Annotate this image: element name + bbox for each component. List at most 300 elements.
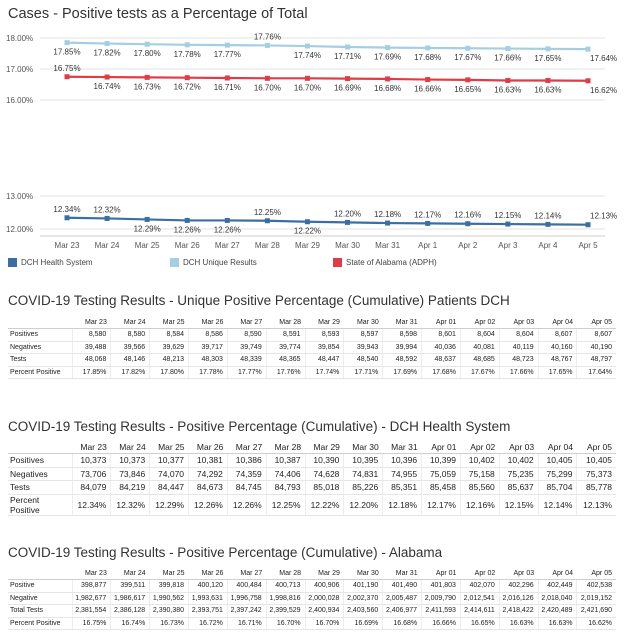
data-label: 16.66% (414, 84, 442, 94)
table-cell: 73,706 (72, 467, 111, 481)
table-cell: 10,373 (111, 454, 150, 468)
legend-item-dch-health-system (8, 258, 93, 267)
table-cell: 74,831 (344, 467, 383, 481)
column-header: Apr 02 (460, 567, 499, 580)
data-point (385, 221, 390, 226)
data-point (65, 74, 70, 79)
data-point (185, 42, 190, 47)
data-label: 16.62% (590, 85, 618, 95)
data-point (185, 75, 190, 80)
x-tick-label: Apr 4 (538, 241, 558, 250)
column-header: Apr 04 (538, 440, 577, 454)
x-tick-label: Mar 24 (94, 241, 120, 250)
data-point (265, 76, 270, 81)
table-cell: 2,009,790 (422, 592, 461, 605)
column-header: Mar 27 (227, 316, 266, 329)
data-point (185, 218, 190, 223)
data-point (586, 222, 591, 227)
table-cell: 2,418,422 (499, 605, 538, 618)
header-corner (8, 316, 72, 329)
data-label: 17.67% (454, 53, 482, 63)
column-header: Mar 29 (305, 316, 344, 329)
data-point (425, 45, 430, 50)
x-tick-label: Mar 31 (375, 241, 401, 250)
table-cell: 75,299 (538, 467, 577, 481)
table-cell: 48,797 (577, 354, 616, 367)
data-point (345, 220, 350, 225)
table-cell: 400,906 (305, 580, 344, 593)
table-cell: 75,235 (499, 467, 538, 481)
table-cell: 2,414,611 (460, 605, 499, 618)
data-point (505, 46, 510, 51)
table-cell: 1,986,617 (111, 592, 150, 605)
x-tick-label: Mar 27 (214, 241, 240, 250)
table-cell: 10,387 (266, 454, 305, 468)
table-cell: 2,000,028 (305, 592, 344, 605)
table-cell: 398,877 (72, 580, 111, 593)
row-label: Percent Positive (8, 494, 72, 515)
table-cell: 1,996,758 (227, 592, 266, 605)
data-label: 12.14% (534, 211, 562, 221)
table-cell: 48,540 (344, 354, 383, 367)
row-label: Negative (8, 592, 72, 605)
table-cell: 12.26% (227, 494, 266, 515)
table-cell: 401,190 (344, 580, 383, 593)
legend-item-dch-unique-results (170, 258, 257, 267)
table-cell: 2,019,152 (577, 592, 616, 605)
table-cell: 84,447 (150, 481, 189, 495)
data-label: 16.75% (53, 63, 81, 73)
table-row (8, 467, 616, 481)
table-cell: 39,943 (344, 341, 383, 354)
data-point (305, 219, 310, 224)
table-cell: 399,818 (150, 580, 189, 593)
table-cell: 2,016,126 (499, 592, 538, 605)
table-cell: 17.77% (227, 366, 266, 379)
table-cell: 12.15% (499, 494, 538, 515)
data-label: 12.32% (93, 205, 121, 215)
table-cell: 10,396 (383, 454, 422, 468)
table-cell: 2,390,380 (150, 605, 189, 618)
column-header: Apr 02 (460, 440, 499, 454)
table-cell: 2,381,554 (72, 605, 111, 618)
table-cell: 16.62% (577, 617, 616, 630)
data-point (105, 75, 110, 80)
table-cell: 400,120 (189, 580, 228, 593)
table-cell: 2,005,487 (383, 592, 422, 605)
data-point (265, 43, 270, 48)
data-point (505, 222, 510, 227)
data-point (105, 216, 110, 221)
table-cell: 40,036 (422, 341, 461, 354)
data-label: 16.63% (534, 85, 562, 95)
column-header: Apr 02 (460, 316, 499, 329)
column-header: Mar 30 (344, 567, 383, 580)
column-header: Apr 03 (499, 316, 538, 329)
data-point (545, 46, 550, 51)
table-cell: 17.76% (266, 366, 305, 379)
table-cell: 85,704 (538, 481, 577, 495)
data-label: 17.78% (173, 49, 201, 59)
data-point (305, 76, 310, 81)
table-cell: 402,538 (577, 580, 616, 593)
column-header: Mar 31 (383, 567, 422, 580)
header-corner (8, 440, 72, 454)
data-point (145, 217, 150, 222)
table-cell: 17.74% (305, 366, 344, 379)
table-cell: 12.18% (383, 494, 422, 515)
table-cell: 16.65% (460, 617, 499, 630)
table-cell: 16.69% (344, 617, 383, 630)
table-cell: 2,002,370 (344, 592, 383, 605)
table-cell: 85,458 (422, 481, 461, 495)
y-tick-label: 12.00% (6, 225, 34, 234)
column-header: Mar 28 (266, 316, 305, 329)
column-header: Mar 25 (150, 316, 189, 329)
data-label: 12.20% (333, 209, 362, 219)
data-point (465, 221, 470, 226)
row-label: Positives (8, 329, 72, 342)
table-cell: 10,395 (344, 454, 383, 468)
data-label: 12.34% (53, 204, 81, 214)
table-row (8, 454, 616, 468)
table-cell: 16.71% (227, 617, 266, 630)
x-tick-label: Apr 1 (418, 241, 438, 250)
column-header: Apr 04 (538, 316, 577, 329)
y-tick-label: 18.00% (6, 34, 34, 43)
table-cell: 2,421,690 (577, 605, 616, 618)
table-cell: 10,373 (72, 454, 111, 468)
table-cell: 84,219 (111, 481, 150, 495)
x-tick-label: Mar 29 (295, 241, 320, 250)
table-cell: 8,586 (189, 329, 228, 342)
chart-legend (0, 258, 624, 274)
data-label: 12.26% (173, 225, 201, 235)
table-cell: 399,511 (111, 580, 150, 593)
table-cell: 48,146 (111, 354, 150, 367)
table-title-alabama: COVID-19 Testing Results - Positive Percentage (Cumulative) - Alabama (8, 545, 443, 560)
data-point (265, 218, 270, 223)
column-header: Mar 30 (344, 440, 383, 454)
data-label: 17.64% (590, 54, 618, 64)
results-table-alabama (8, 567, 616, 630)
table-cell: 84,673 (189, 481, 228, 495)
table-cell: 401,490 (383, 580, 422, 593)
column-header: Mar 29 (305, 440, 344, 454)
data-point (345, 76, 350, 81)
column-header: Mar 26 (189, 567, 228, 580)
data-label: 16.63% (494, 85, 522, 95)
table-cell: 12.22% (305, 494, 344, 515)
table-cell: 12.25% (266, 494, 305, 515)
table-cell: 8,584 (150, 329, 189, 342)
data-label: 16.73% (133, 82, 161, 92)
column-header: Apr 01 (422, 567, 461, 580)
column-header: Apr 03 (499, 567, 538, 580)
table-cell: 85,560 (460, 481, 499, 495)
data-label: 16.69% (333, 83, 362, 93)
table-cell: 8,590 (227, 329, 266, 342)
table-cell: 16.72% (189, 617, 228, 630)
table-header-row (8, 316, 616, 329)
table-cell: 48,213 (150, 354, 189, 367)
table-cell: 39,566 (111, 341, 150, 354)
data-label: 17.71% (333, 51, 362, 61)
row-label: Negatives (8, 341, 72, 354)
data-point (145, 75, 150, 80)
data-label: 17.74% (293, 51, 322, 61)
column-header: Mar 25 (150, 567, 189, 580)
table-cell: 17.78% (189, 366, 228, 379)
legend-label: DCH Health System (21, 258, 93, 267)
data-point (545, 222, 550, 227)
data-label: 16.68% (374, 83, 402, 93)
legend-label: State of Alabama (ADPH) (346, 258, 437, 267)
row-label: Positives (8, 454, 72, 468)
x-tick-label: Mar 25 (134, 241, 160, 250)
table-cell: 16.66% (422, 617, 461, 630)
data-label: 16.70% (253, 83, 281, 93)
table-cell: 2,400,934 (305, 605, 344, 618)
table-cell: 2,386,128 (111, 605, 150, 618)
table-cell: 17.85% (72, 366, 111, 379)
table-cell: 75,059 (422, 467, 461, 481)
table-cell: 40,160 (538, 341, 577, 354)
table-cell: 85,778 (577, 481, 616, 495)
table-cell: 12.29% (150, 494, 189, 515)
table-cell: 402,296 (499, 580, 538, 593)
table-cell: 74,628 (305, 467, 344, 481)
column-header: Mar 24 (111, 316, 150, 329)
data-point (105, 41, 110, 46)
table-row (8, 494, 616, 515)
data-point (305, 44, 310, 49)
table-cell: 8,591 (266, 329, 305, 342)
table-cell: 10,386 (227, 454, 266, 468)
table-cell: 10,381 (189, 454, 228, 468)
table-cell: 75,373 (577, 467, 616, 481)
legend-swatch (170, 258, 179, 267)
x-tick-label: Apr 5 (578, 241, 598, 250)
table-cell: 84,745 (227, 481, 266, 495)
data-label: 16.70% (293, 83, 322, 93)
data-label: 16.71% (213, 82, 241, 92)
table-cell: 400,713 (266, 580, 305, 593)
table-cell: 85,637 (499, 481, 538, 495)
column-header: Mar 31 (383, 440, 422, 454)
data-label: 17.80% (133, 49, 161, 59)
column-header: Mar 27 (227, 567, 266, 580)
table-title-dch-health-system: COVID-19 Testing Results - Positive Percentage (Cumulative) - DCH Health System (8, 419, 511, 434)
table-row (8, 592, 616, 605)
table-cell: 402,070 (460, 580, 499, 593)
table-cell: 48,637 (422, 354, 461, 367)
x-tick-label: Apr 3 (498, 241, 518, 250)
table-cell: 39,488 (72, 341, 111, 354)
data-point (145, 42, 150, 47)
x-tick-label: Mar 30 (335, 241, 360, 250)
table-cell: 17.66% (499, 366, 538, 379)
table-cell: 17.82% (111, 366, 150, 379)
table-cell: 48,068 (72, 354, 111, 367)
data-label: 17.77% (213, 50, 241, 60)
chart-title: Cases - Positive tests as a Percentage of Total (8, 6, 308, 22)
row-label: Tests (8, 354, 72, 367)
data-point (385, 76, 390, 81)
row-label: Percent Positive (8, 617, 72, 630)
table-cell: 39,774 (266, 341, 305, 354)
y-tick-label: 16.00% (6, 96, 34, 105)
data-label: 17.76% (253, 32, 281, 42)
data-label: 12.16% (454, 210, 482, 220)
table-cell: 48,767 (538, 354, 577, 367)
table-cell: 16.75% (72, 617, 111, 630)
table-cell: 75,158 (460, 467, 499, 481)
table-row (8, 605, 616, 618)
table-cell: 48,339 (227, 354, 266, 367)
line-chart (0, 0, 624, 258)
table-cell: 40,119 (499, 341, 538, 354)
y-tick-label: 13.00% (6, 192, 34, 201)
table-title-unique-dch: COVID-19 Testing Results - Unique Positive Percentage (Cumulative) Patients DCH (8, 293, 510, 308)
column-header: Mar 23 (72, 316, 111, 329)
column-header: Apr 05 (577, 440, 616, 454)
table-cell: 16.68% (383, 617, 422, 630)
data-point (586, 47, 591, 52)
table-cell: 8,597 (344, 329, 383, 342)
column-header: Mar 24 (111, 567, 150, 580)
table-cell: 74,406 (266, 467, 305, 481)
table-cell: 73,846 (111, 467, 150, 481)
table-cell: 10,402 (499, 454, 538, 468)
table-cell: 17.65% (538, 366, 577, 379)
table-cell: 2,420,489 (538, 605, 577, 618)
results-table-unique-dch (8, 316, 616, 379)
table-cell: 12.13% (577, 494, 616, 515)
data-point (465, 77, 470, 82)
table-cell: 12.20% (344, 494, 383, 515)
table-cell: 8,598 (383, 329, 422, 342)
table-cell: 1,998,816 (266, 592, 305, 605)
table-header-row (8, 567, 616, 580)
table-cell: 85,226 (344, 481, 383, 495)
table-cell: 10,402 (460, 454, 499, 468)
table-cell: 17.80% (150, 366, 189, 379)
data-point (65, 40, 70, 45)
table-cell: 85,018 (305, 481, 344, 495)
table-cell: 402,449 (538, 580, 577, 593)
table-cell: 17.69% (383, 366, 422, 379)
data-label: 12.17% (414, 210, 442, 220)
table-cell: 8,580 (72, 329, 111, 342)
table-cell: 17.67% (460, 366, 499, 379)
column-header: Mar 23 (72, 440, 111, 454)
table-cell: 17.71% (344, 366, 383, 379)
table-cell: 8,604 (460, 329, 499, 342)
table-row (8, 481, 616, 495)
table-cell: 8,604 (499, 329, 538, 342)
table-row (8, 354, 616, 367)
table-cell: 12.32% (111, 494, 150, 515)
table-cell: 74,070 (150, 467, 189, 481)
x-tick-label: Mar 28 (254, 241, 280, 250)
data-label: 17.66% (494, 53, 522, 63)
table-cell: 48,447 (305, 354, 344, 367)
table-cell: 1,982,677 (72, 592, 111, 605)
column-header: Mar 25 (150, 440, 189, 454)
data-point (225, 218, 230, 223)
table-cell: 17.64% (577, 366, 616, 379)
table-row (8, 341, 616, 354)
table-cell: 16.70% (305, 617, 344, 630)
table-cell: 12.34% (72, 494, 111, 515)
table-cell: 2,399,529 (266, 605, 305, 618)
data-point (345, 44, 350, 49)
data-point (425, 77, 430, 82)
data-point (65, 215, 70, 220)
data-point (505, 78, 510, 83)
table-cell: 8,601 (422, 329, 461, 342)
legend-label: DCH Unique Results (183, 258, 257, 267)
column-header: Apr 04 (538, 567, 577, 580)
data-point (586, 78, 591, 83)
table-cell: 12.26% (189, 494, 228, 515)
row-label: Negatives (8, 467, 72, 481)
data-point (385, 45, 390, 50)
table-cell: 12.16% (460, 494, 499, 515)
table-cell: 8,580 (111, 329, 150, 342)
data-label: 17.85% (53, 47, 81, 57)
column-header: Apr 05 (577, 567, 616, 580)
table-cell: 84,793 (266, 481, 305, 495)
data-point (225, 75, 230, 80)
table-cell: 16.63% (538, 617, 577, 630)
data-label: 17.82% (93, 48, 121, 58)
table-cell: 10,377 (150, 454, 189, 468)
column-header: Apr 01 (422, 316, 461, 329)
table-cell: 10,405 (577, 454, 616, 468)
row-label: Tests (8, 481, 72, 495)
table-cell: 48,592 (383, 354, 422, 367)
table-cell: 39,749 (227, 341, 266, 354)
column-header: Mar 26 (189, 440, 228, 454)
table-cell: 1,990,562 (150, 592, 189, 605)
data-label: 12.25% (253, 207, 281, 217)
table-cell: 48,685 (460, 354, 499, 367)
row-label: Total Tests (8, 605, 72, 618)
table-cell: 12.14% (538, 494, 577, 515)
column-header: Mar 28 (266, 440, 305, 454)
x-tick-label: Mar 26 (174, 241, 200, 250)
column-header: Mar 31 (383, 316, 422, 329)
table-cell: 16.74% (111, 617, 150, 630)
table-cell: 39,717 (189, 341, 228, 354)
table-cell: 39,854 (305, 341, 344, 354)
data-label: 16.65% (454, 84, 482, 94)
data-point (225, 43, 230, 48)
table-cell: 16.63% (499, 617, 538, 630)
header-corner (8, 567, 72, 580)
column-header: Apr 05 (577, 316, 616, 329)
data-label: 12.15% (494, 211, 522, 221)
legend-item-state-of-alabama (333, 258, 437, 267)
column-header: Mar 23 (72, 567, 111, 580)
legend-swatch (8, 258, 17, 267)
table-cell: 16.70% (266, 617, 305, 630)
table-cell: 8,607 (577, 329, 616, 342)
table-cell: 16.73% (150, 617, 189, 630)
table-cell: 2,018,040 (538, 592, 577, 605)
